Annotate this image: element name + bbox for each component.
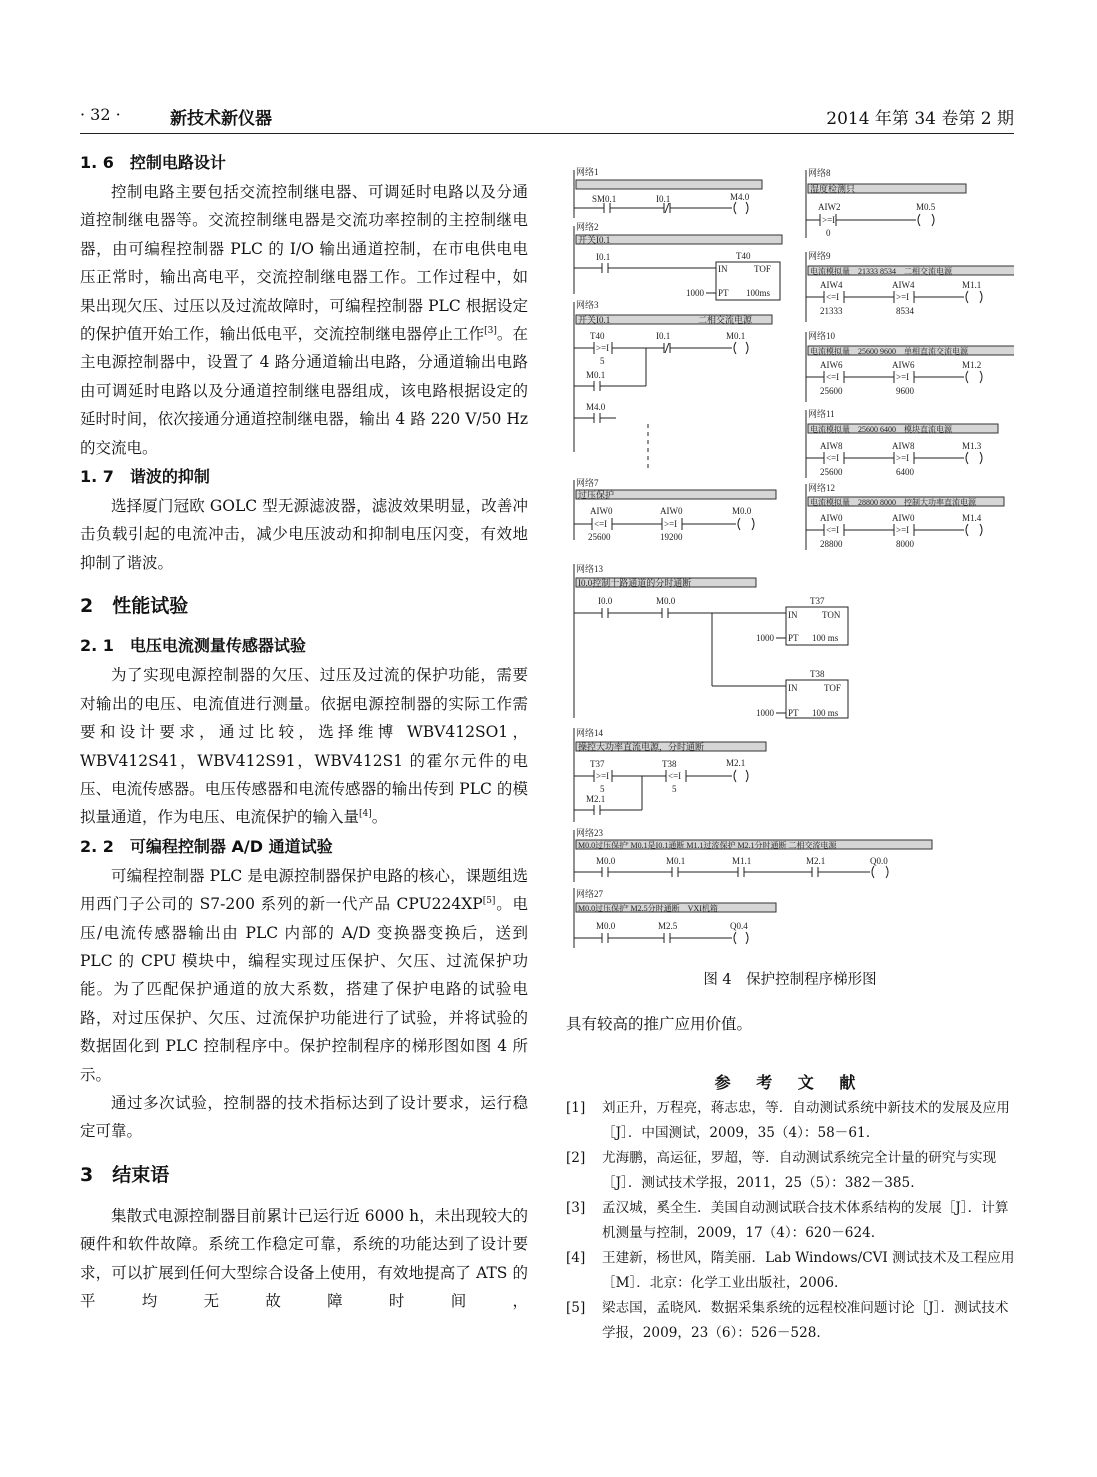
net2-pt: PT [718, 288, 729, 298]
net10-contact-1: AIW6 [820, 360, 843, 370]
heading-2-1: 2. 1 电压电流测量传感器试验 [80, 636, 306, 656]
net27-coil: Q0.4 [730, 921, 748, 931]
ladder-diagram-figure [566, 162, 1014, 952]
net12-k-1: 28800 [820, 539, 843, 549]
net13-comment: I0.0控制十路通道的分时通断 [578, 578, 692, 588]
net13-title: 网络13 [576, 564, 604, 574]
left-column [80, 148, 528, 1315]
citation: [4] [359, 809, 372, 820]
net3-k: 5 [600, 356, 605, 366]
net9-title: 网络9 [808, 251, 831, 261]
net14-k-1: 5 [600, 784, 605, 794]
net2-pt-value: 1000 [686, 288, 704, 298]
net3-comment: 开关I0.1 [578, 315, 611, 325]
net14-contact-2: T38 [662, 759, 677, 769]
net3-parallel-1: M0.1 [586, 370, 606, 380]
net2-timer: T40 [736, 251, 751, 261]
net1-contact-2: I0.1 [656, 194, 671, 204]
net11-k-1: 25600 [820, 467, 843, 477]
net9-comment: 电流模拟量 21333 8534 二相交流电源 [810, 267, 952, 276]
net27-contact-1: M0.0 [596, 921, 616, 931]
figure-caption: 图 4 保护控制程序梯形图 [703, 972, 877, 988]
net13-tof: TOF [824, 683, 841, 693]
net9-k-1: 21333 [820, 306, 843, 316]
net14-k-2: 5 [672, 784, 677, 794]
net13-pt-1: PT [788, 633, 799, 643]
net7-op-2: >=I [664, 519, 678, 529]
net7-contact-1: AIW0 [590, 506, 613, 516]
paragraph: 选择厦门冠欧 GOLC 型无源滤波器，滤波效果明显，改善冲击负载引起的电流冲击，减少电压波动和抑制电压闪变，有效地抑制了谐波。 [80, 497, 528, 572]
heading-1-7: 1. 7 谐波的抑制 [80, 467, 210, 487]
net13-pt-1-value: 1000 [756, 633, 774, 643]
net14-parallel: M2.1 [586, 794, 606, 804]
net14-title: 网络14 [576, 728, 604, 738]
net23-contact-4: M2.1 [806, 856, 826, 866]
net11-op-1: <=I [826, 453, 840, 463]
net10-k-1: 25600 [820, 386, 843, 396]
net10-coil: M1.2 [962, 360, 982, 370]
net13-pt-2: PT [788, 708, 799, 718]
net11-contact-2: AIW8 [892, 441, 915, 451]
reference-item: [2] 尤海鹏，高运征，罗超，等．自动测试系统完全计量的研究与实现［J］．测试技术学报，2011，25（5）：382－385. [566, 1150, 997, 1191]
net2-contact: I0.1 [596, 252, 611, 262]
net23-contact-2: M0.1 [666, 856, 686, 866]
net12-title: 网络12 [808, 483, 836, 493]
references-title: 参 考 文 献 [714, 1073, 866, 1092]
heading-2: 2 性能试验 [80, 595, 189, 618]
reference-list [566, 1096, 1018, 1346]
net8-op: >=I [822, 215, 836, 225]
net11-op-2: >=I [896, 453, 910, 463]
net14-comment: 操控大功率直流电源，分时通断 [578, 742, 705, 752]
citation: [5] [482, 895, 496, 906]
net9-contact-2: AIW4 [892, 280, 915, 290]
net11-k-2: 6400 [896, 467, 914, 477]
reference-item: [1] 刘正升，万程亮，蒋志忠，等．自动测试系统中新技术的发展及应用［J］．中国测试，2009，35（4）：58－61. [566, 1100, 1010, 1141]
net3-contact-2: I0.1 [656, 331, 671, 341]
net27-title: 网络27 [576, 889, 604, 899]
net2-title: 网络2 [576, 222, 599, 232]
net11-comment: 电流模拟量 25600 6400 模块直流电源 [810, 425, 952, 434]
net3-contact-1: T40 [590, 331, 605, 341]
net12-comment: 电流模拟量 28800 8000 控制大功率直流电源 [810, 498, 976, 507]
page-number: · 32 · [80, 105, 121, 124]
net12-contact-1: AIW0 [820, 513, 843, 523]
net12-op-2: >=I [896, 525, 910, 535]
net13-base-2: 100 ms [812, 708, 839, 718]
heading-3: 3 结束语 [80, 1163, 170, 1186]
net12-contact-2: AIW0 [892, 513, 915, 523]
net13-timer-1: T37 [810, 596, 825, 606]
net2-type: TOF [754, 264, 771, 274]
net13-base-1: 100 ms [812, 633, 839, 643]
citation: [3] [484, 325, 497, 336]
heading-1-6: 1. 6 控制电路设计 [80, 153, 226, 172]
net14-op-2: <=I [668, 771, 682, 781]
net14-coil: M2.1 [726, 758, 746, 768]
reference-item: [5] 梁志国，孟晓风．数据采集系统的远程校准问题讨论［J］．测试技术学报，2009，23（6）：526－528. [566, 1300, 1009, 1341]
net3-title: 网络3 [576, 300, 599, 310]
net7-k-1: 25600 [588, 532, 611, 542]
net27-comment: M0.0过压保护' M2.5分时通断 VXI机箱 [578, 904, 718, 913]
net3-op: >=I [596, 343, 610, 353]
net13-in-2: IN [788, 683, 798, 693]
net10-op-2: >=I [896, 372, 910, 382]
paragraph: 为了实现电源控制器的欠压、过压及过流的保护功能，需要对输出的电压、电流值进行测量。依据电源控制器的实际工作需要和设计要求，通过比较，选择维博 WBV412SO1，WBV412S41，WBV412S91，WBV412S1 的霍尔元件的电压、电流传感器。电压传感器和电流传感器的输出传到 PLC 的模拟量通道，作为电压、电流保护的输入量[4]。 [80, 666, 528, 827]
net2-base: 100ms [746, 288, 771, 298]
net11-title: 网络11 [808, 409, 835, 419]
net10-comment: 电流模拟量 25600 9600 单相直流交流电源 [810, 347, 968, 356]
net23-comment: M0.0过压保护' M0.1是I0.1通断 M1.1过流保护 M2.1分时通断 二相交流电源 [578, 841, 837, 850]
net7-coil: M0.0 [732, 506, 752, 516]
issue-info: 2014 年第 34 卷第 2 期 [826, 109, 1014, 129]
net13-in-1: IN [788, 610, 798, 620]
net23-contact-3: M1.1 [732, 856, 752, 866]
net3-coil: M0.1 [726, 331, 746, 341]
net13-ton: TON [822, 610, 841, 620]
net10-k-2: 9600 [896, 386, 914, 396]
net23-coil: Q0.0 [870, 856, 888, 866]
net23-title: 网络23 [576, 828, 604, 838]
net14-contact-1: T37 [590, 759, 605, 769]
net12-k-2: 8000 [896, 539, 914, 549]
net27-contact-2: M2.5 [658, 921, 678, 931]
net11-coil: M1.3 [962, 441, 982, 451]
paragraph-continuation: 具有较高的推广应用价值。 [566, 1015, 753, 1033]
net13-pt-2-value: 1000 [756, 708, 774, 718]
net7-comment: 过压保护 [578, 490, 615, 500]
net8-title: 网络8 [808, 168, 831, 178]
paragraph: 集散式电源控制器目前累计已运行近 6000 h，未出现较大的硬件和软件故障。系统工作稳定可靠，系统的功能达到了设计要求，可以扩展到任何大型综合设备上使用，有效地提高了 ATS 的平均无故障时间， [80, 1206, 528, 1310]
paragraph: 通过多次试验，控制器的技术指标达到了设计要求，运行稳定可靠。 [80, 1093, 528, 1141]
net2-comment: 开关I0.1 [578, 235, 611, 245]
net10-contact-2: AIW6 [892, 360, 915, 370]
net7-contact-2: AIW0 [660, 506, 683, 516]
net9-coil: M1.1 [962, 280, 982, 290]
net11-contact-1: AIW8 [820, 441, 843, 451]
net10-title: 网络10 [808, 331, 836, 341]
net1-title: 网络1 [576, 167, 599, 177]
heading-2-2: 2. 2 可编程控制器 A/D 通道试验 [80, 836, 333, 856]
net12-op-1: <=I [826, 525, 840, 535]
net7-op-1: <=I [594, 519, 608, 529]
reference-item: [4] 王建新，杨世风，隋美丽．Lab Windows/CVI 测试技术及工程应用［M］．北京：化学工业出版社，2006. [566, 1250, 1015, 1291]
net14-op-1: >=I [596, 771, 610, 781]
net9-k-2: 8534 [896, 306, 914, 316]
net8-coil: M0.5 [916, 202, 936, 212]
net1-coil: M4.0 [730, 192, 750, 202]
net13-timer-2: T38 [810, 669, 825, 679]
reference-item: [3] 孟汉城，奚全生．美国自动测试联合技术体系结构的发展［J］．计算机测量与控制，2009，17（4）：620－624. [566, 1200, 1009, 1241]
net9-op-1: <=I [826, 292, 840, 302]
journal-name: 新技术新仪器 [170, 109, 272, 129]
net7-title: 网络7 [576, 478, 599, 488]
net13-contact-2: M0.0 [656, 596, 676, 606]
running-header [80, 103, 1014, 134]
net8-comment: 湿度检测只 [810, 184, 856, 194]
net9-contact-1: AIW4 [820, 280, 843, 290]
net2-in: IN [718, 264, 728, 274]
net12-coil: M1.4 [962, 513, 982, 523]
net3-parallel-2: M4.0 [586, 402, 606, 412]
paragraph: 控制电路主要包括交流控制继电器、可调延时电路以及分通道控制继电器等。交流控制继电器是交流功率控制的主控制继电器，由可编程控制器 PLC 的 I/O 输出通道控制，在市电供电电压正常时，输出高电平，交流控制继电器工作。工作过程中，如果出现欠压、过压以及过流故障时，可编程控制器 PLC 根据设定的保护值开始工作，输出低电平，交流控制继电器停止工作[3]。在主电源控制器中，设置了 4 路分通道输出电路，分通道输出电路由可调延时电路以及分通道控制继电器组成，该电路根据设定的延时时间，依次接通分通道控制继电器，输出 4 路 220 V/50 Hz 的交流电。 [80, 183, 528, 457]
paragraph: 可编程控制器 PLC 是电源控制器保护电路的核心，课题组选用西门子公司的 S7-200 系列的新一代产品 CPU224XP[5]。电压/电流传感器输出由 PLC 内部的 A/D 变换器变换后，送到 PLC 的 CPU 模块中，编程实现过压保护、欠压、过流保护功能。为了匹配保护通道的放大系数，搭建了保护电路的试验电路，对过压保护、欠压、过流保护功能进行了试验，并将试验的数据固化到 PLC 控制程序中。保护控制程序的梯形图如图 4 所示。 [80, 866, 528, 1084]
net9-op-2: >=I [896, 292, 910, 302]
net10-op-1: <=I [826, 372, 840, 382]
net8-contact: AIW2 [818, 202, 841, 212]
net1-contact-1: SM0.1 [592, 194, 617, 204]
net3-comment-2: 二相交流电源 [698, 315, 753, 325]
net23-contact-1: M0.0 [596, 856, 616, 866]
net8-k: 0 [826, 228, 831, 238]
net13-contact-1: I0.0 [598, 596, 613, 606]
net7-k-2: 19200 [660, 532, 683, 542]
